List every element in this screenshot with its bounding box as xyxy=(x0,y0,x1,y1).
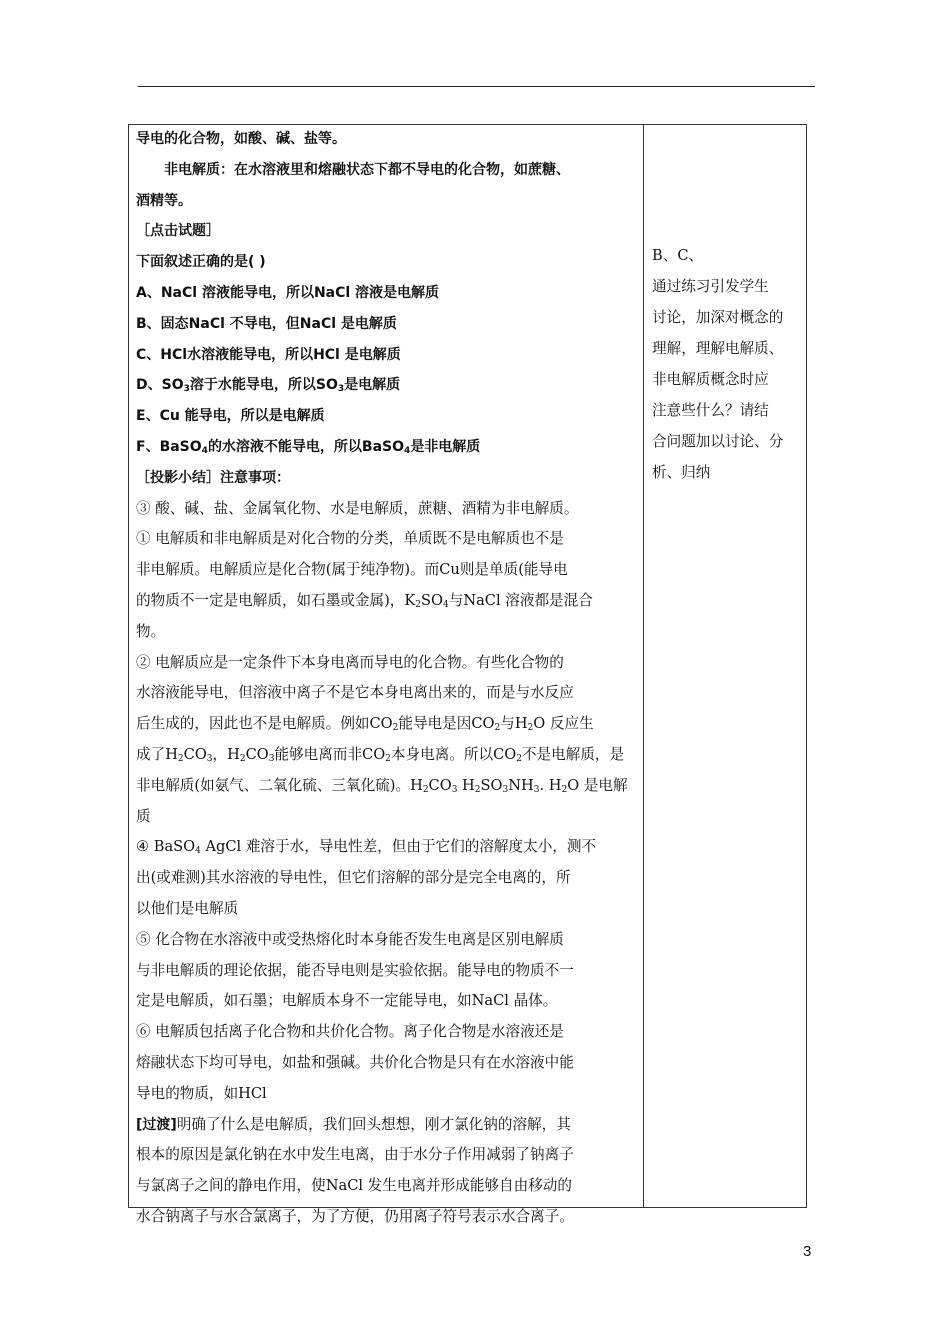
note-4: 出(或难测)其水溶液的导电性，但它们溶解的部分是完全电离的，所 xyxy=(136,869,571,887)
note-1: ① 电解质和非电解质是对化合物的分类，单质既不是电解质也不是 xyxy=(136,530,564,548)
note-2: 成了$H_2CO_3$，$H_2CO_3$能够电离而非$CO_2$本身电离。所以$CO_2$不是电解质，是 xyxy=(136,745,625,764)
question-stem: 下面叙述正确的是( ) xyxy=(136,254,266,271)
summary-heading: ［投影小结］注意事项： xyxy=(136,469,290,486)
note-3: ③ 酸、碱、盐、金属氧化物、水是电解质，蔗糖、酒精为非电解质。 xyxy=(136,499,579,517)
exercise-heading: ［点击试题］ xyxy=(136,223,220,240)
intro-line: 导电的化合物，如酸、碱、盐等。 xyxy=(136,131,346,147)
transition: 根本的原因是氯化钠在水中发生电离，由于水分子作用减弱了钠离子 xyxy=(136,1146,574,1164)
option-c: C、HCl水溶液能导电，所以HCl 是电解质 xyxy=(136,346,401,363)
activity-line: 通过练习引发学生 xyxy=(652,278,769,295)
activity-line: 理解，理解电解质、 xyxy=(652,340,784,357)
option-d: D、$SO_3$溶于水能导电，所以$SO_3$是电解质 xyxy=(136,377,401,395)
note-2: ② 电解质应是一定条件下本身电离而导电的化合物。有些化合物的 xyxy=(136,653,564,671)
note-2: 后生成的，因此也不是电解质。例如$CO_2$能导电是因$CO_2$与$H_2O$ 反应生 xyxy=(136,715,594,734)
nonelectrolyte-definition: 非电解质：在水溶液里和熔融状态下都不导电的化合物，如蔗糖、 xyxy=(164,161,570,178)
activity-line: 非电解质概念时应 xyxy=(652,371,769,388)
note-1: 物。 xyxy=(136,622,166,640)
header-rule xyxy=(138,86,815,87)
note-1: 非电解质。电解质应是化合物(属于纯净物)。而Cu则是单质(能导电 xyxy=(136,561,568,579)
note-4: 以他们是电解质 xyxy=(136,899,239,917)
answer-text: B、C、 xyxy=(652,247,704,264)
note-2: 非电解质(如氨气、二氧化硫、三氧化硫)。$H_2CO_3$ $H_2SO_3NH_3$. $H_2O$ 是电解 xyxy=(136,776,628,795)
note-5: 与非电解质的理论依据，能否导电则是实验依据。能导电的物质不一 xyxy=(136,961,574,979)
transition: 水合钠离子与水合氯离子，为了方便，仍用离子符号表示水合离子。 xyxy=(136,1207,574,1225)
activity-line: 合问题加以讨论、分 xyxy=(652,433,784,450)
note-6: 熔融状态下均可导电，如盐和强碱。共价化合物是只有在水溶液中能 xyxy=(136,1053,574,1071)
activity-line: 讨论，加深对概念的 xyxy=(652,309,784,326)
teaching-content-column xyxy=(136,124,638,1233)
transition: [过渡]明确了什么是电解质，我们回头想想，刚才氯化钠的溶解，其 xyxy=(136,1115,571,1133)
activity-line: 析、归纳 xyxy=(652,464,711,481)
transition-label: [过渡] xyxy=(136,1116,177,1133)
option-b: B、固态NaCl 不导电，但NaCl 是电解质 xyxy=(136,315,397,332)
note-6: 导电的物质，如HCl xyxy=(136,1084,267,1102)
note-2: 水溶液能导电，但溶液中离子不是它本身电离出来的，而是与水反应 xyxy=(136,684,574,702)
note-2: 质 xyxy=(136,807,151,825)
note-1: 的物质不一定是电解质，如石墨或金属)，$K_2SO_4$与NaCl 溶液都是混合 xyxy=(136,591,593,610)
note-6: ⑥ 电解质包括离子化合物和共价化合物。离子化合物是水溶液还是 xyxy=(136,1023,564,1041)
option-e: E、Cu 能导电，所以是电解质 xyxy=(136,408,325,425)
note-5: 定是电解质，如石墨；电解质本身不一定能导电，如NaCl 晶体。 xyxy=(136,992,558,1010)
page-number: 3 xyxy=(803,1243,812,1260)
student-activity-column xyxy=(652,240,804,488)
note-5: ⑤ 化合物在水溶液中或受热熔化时本身能否发生电离是区别电解质 xyxy=(136,930,564,948)
option-a: A、NaCl 溶液能导电，所以NaCl 溶液是电解质 xyxy=(136,284,440,301)
activity-line: 注意些什么？请结 xyxy=(652,402,769,419)
transition: 与氯离子之间的静电作用，使NaCl 发生电离并形成能够自由移动的 xyxy=(136,1177,572,1195)
intro-line: 酒精等。 xyxy=(136,192,192,209)
note-4: ④ BaSO$_4$ AgCl 难溶于水，导电性差，但由于它们的溶解度太小，测不 xyxy=(136,838,597,857)
option-f: F、BaSO$_4$的水溶液不能导电，所以BaSO$_4$是非电解质 xyxy=(136,438,481,456)
column-divider xyxy=(643,124,644,1208)
